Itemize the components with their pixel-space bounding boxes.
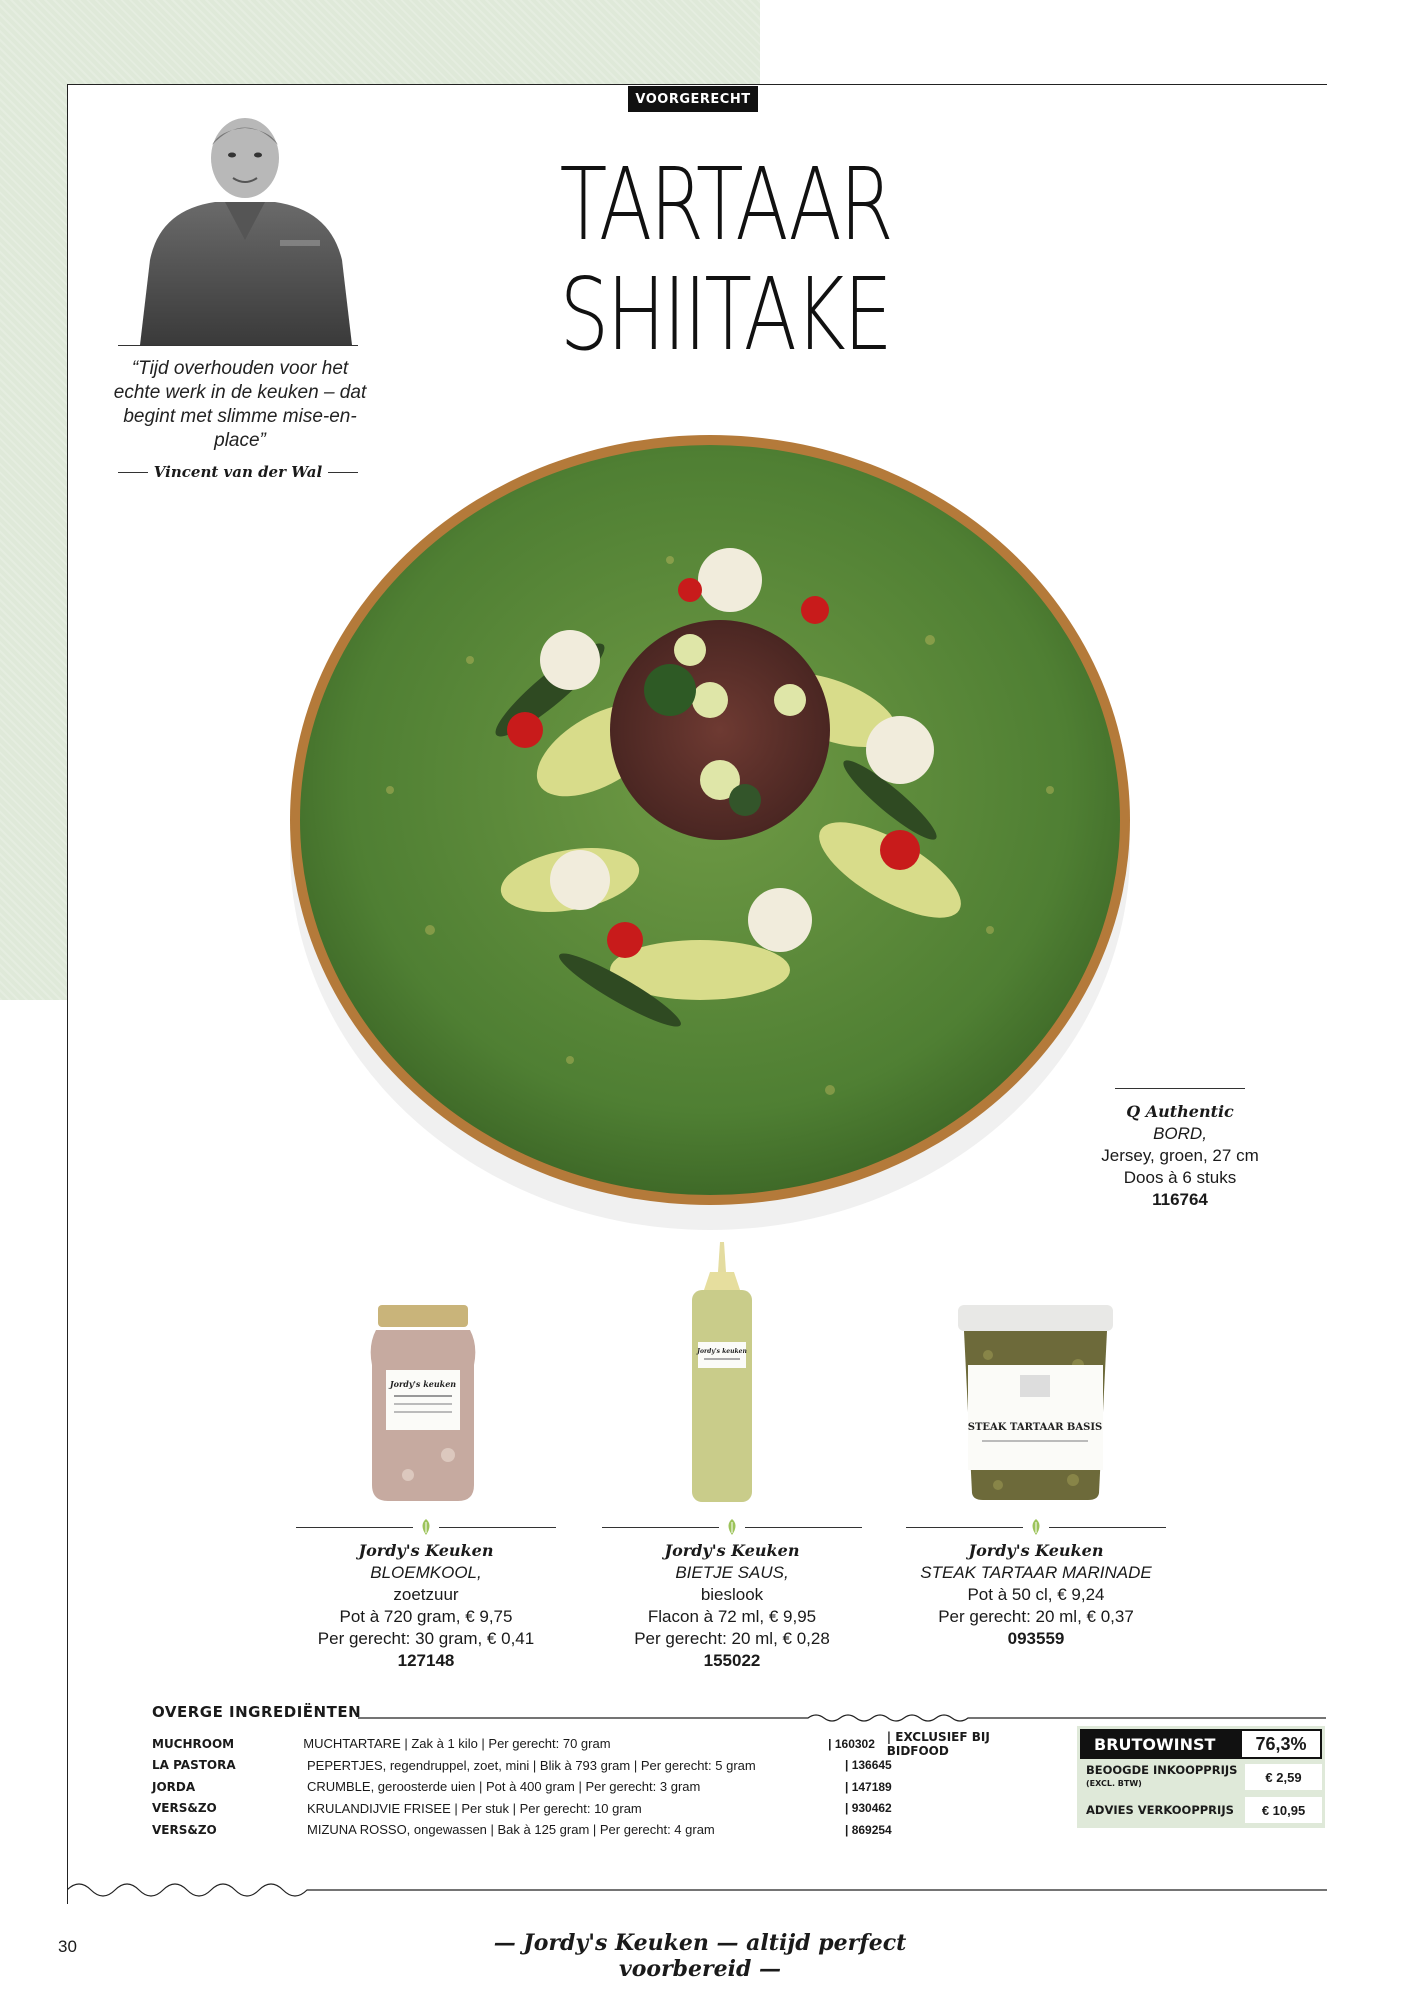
ingredient-code: | 147189 (845, 1779, 892, 1794)
sauce-bottle-photo (682, 1242, 762, 1507)
product-per-dish: Per gerecht: 30 gram, € 0,41 (317, 1629, 535, 1648)
recipe-title (559, 146, 892, 373)
ingredient-supplier: LA PASTORA (152, 1758, 236, 1773)
product-per-dish: Per gerecht: 20 ml, € 0,28 (634, 1629, 830, 1648)
purchase-price-label (1080, 1764, 1245, 1790)
ingredient-supplier: VERS&ZO (152, 1801, 217, 1816)
ingredient-supplier: VERS&ZO (152, 1822, 217, 1837)
plate-description: Jersey, groen, 27 cm (1101, 1146, 1259, 1165)
ingredient-description: CRUMBLE, geroosterde uien | Pot à 400 gram | Per gerecht: 3 gram (307, 1779, 701, 1795)
leaf-icon (419, 1519, 433, 1535)
retail-price-value: € 10,95 (1245, 1797, 1322, 1823)
jar-label: Jordy's keuken (389, 1379, 457, 1389)
footer-tagline: — Jordy's Keuken — altijd perfect voorbereid — (493, 1930, 907, 1982)
cauliflower-jar-photo (368, 1305, 478, 1505)
product-package: Pot à 50 cl, € 9,24 (967, 1585, 1105, 1604)
plate-brand: Q Authentic (1126, 1102, 1234, 1121)
profit-label: BRUTOWINST (1080, 1729, 1240, 1759)
section-divider (358, 1712, 1326, 1724)
leaf-icon (1029, 1519, 1043, 1535)
product-name: BLOEMKOOL, (370, 1563, 482, 1582)
product-brand: Jordy's Keuken (358, 1541, 494, 1560)
leaf-icon (725, 1519, 739, 1535)
ingredient-description: MIZUNA ROSSO, ongewassen | Bak à 125 gram | Per gerecht: 4 gram (307, 1822, 715, 1838)
dish-photo (270, 410, 1150, 1240)
chef-name: Vincent van der Wal (153, 463, 323, 481)
purchase-note: (EXCL. BTW) (1086, 1779, 1142, 1788)
ingredient-code: | 869254 (845, 1822, 892, 1837)
product-variant: zoetzuur (393, 1585, 459, 1604)
product-card (602, 1518, 862, 1672)
divider (118, 345, 358, 346)
ingredient-code: | 136645 (845, 1758, 892, 1773)
plate-info (1060, 1088, 1300, 1211)
product-brand: Jordy's Keuken (968, 1541, 1104, 1560)
title-line-1: TARTAAR (559, 146, 892, 263)
product-package: Pot à 720 gram, € 9,75 (339, 1607, 513, 1626)
table-row (152, 1776, 1052, 1798)
product-brand: Jordy's Keuken (664, 1541, 800, 1560)
product-code: 093559 (1007, 1629, 1065, 1648)
table-row (152, 1819, 1052, 1841)
chef-quote: “Tijd overhouden voor het echte werk in de keuken – dat begint met slimme mise-en-place” (113, 358, 367, 451)
ingredient-code: | 930462 (845, 1801, 892, 1816)
product-code: 127148 (397, 1651, 455, 1670)
ingredient-description: PEPERTJES, regendruppel, zoet, mini | Blik à 793 gram | Per gerecht: 5 gram (307, 1757, 756, 1773)
product-package: Flacon à 72 ml, € 9,95 (647, 1607, 817, 1626)
plate-package: Doos à 6 stuks (1123, 1168, 1237, 1187)
profit-box (1077, 1726, 1325, 1828)
product-name: BIETJE SAUS, (675, 1563, 789, 1582)
plate-code: 116764 (1152, 1190, 1208, 1209)
ingredients-table (152, 1729, 1052, 1841)
purchase-label-text: BEOOGDE INKOOPPRIJS (1086, 1763, 1238, 1777)
product-code: 155022 (703, 1651, 761, 1670)
ingredient-code: | 160302 (828, 1736, 875, 1751)
ingredient-note: | EXCLUSIEF BIJ BIDFOOD (886, 1729, 990, 1758)
bottle-label: Jordy's keuken (697, 1348, 747, 1355)
category-tag: VOORGERECHT (628, 86, 758, 112)
marinade-pot-photo (958, 1305, 1113, 1500)
ingredient-description: KRULANDIJVIE FRISEE | Per stuk | Per gerecht: 10 gram (307, 1800, 642, 1816)
bottom-divider (67, 1878, 1327, 1902)
title-line-2: SHIITAKE (559, 256, 891, 373)
product-card (906, 1518, 1166, 1650)
chef-photo (130, 110, 360, 345)
pot-label: STEAK TARTAAR BASIS (967, 1422, 1103, 1433)
table-row (152, 1798, 1052, 1820)
plate-product: BORD, (1153, 1124, 1207, 1143)
product-variant: bieslook (700, 1585, 764, 1604)
product-name: STEAK TARTAAR MARINADE (920, 1563, 1152, 1582)
profit-value: 76,3% (1240, 1729, 1322, 1759)
purchase-price-value: € 2,59 (1245, 1764, 1322, 1790)
ingredient-supplier: JORDA (152, 1779, 196, 1794)
ingredient-description: MUCHTARTARE | Zak à 1 kilo | Per gerecht: 70 gram (303, 1736, 611, 1752)
table-row (152, 1729, 1052, 1758)
product-card (296, 1518, 556, 1672)
retail-price-label: ADVIES VERKOOPPRIJS (1086, 1803, 1234, 1817)
page-number: 30 (58, 1937, 77, 1956)
ingredient-supplier: MUCHROOM (152, 1736, 235, 1751)
section-title: OVERGE INGREDIËNTEN (152, 1703, 362, 1721)
product-per-dish: Per gerecht: 20 ml, € 0,37 (938, 1607, 1134, 1626)
